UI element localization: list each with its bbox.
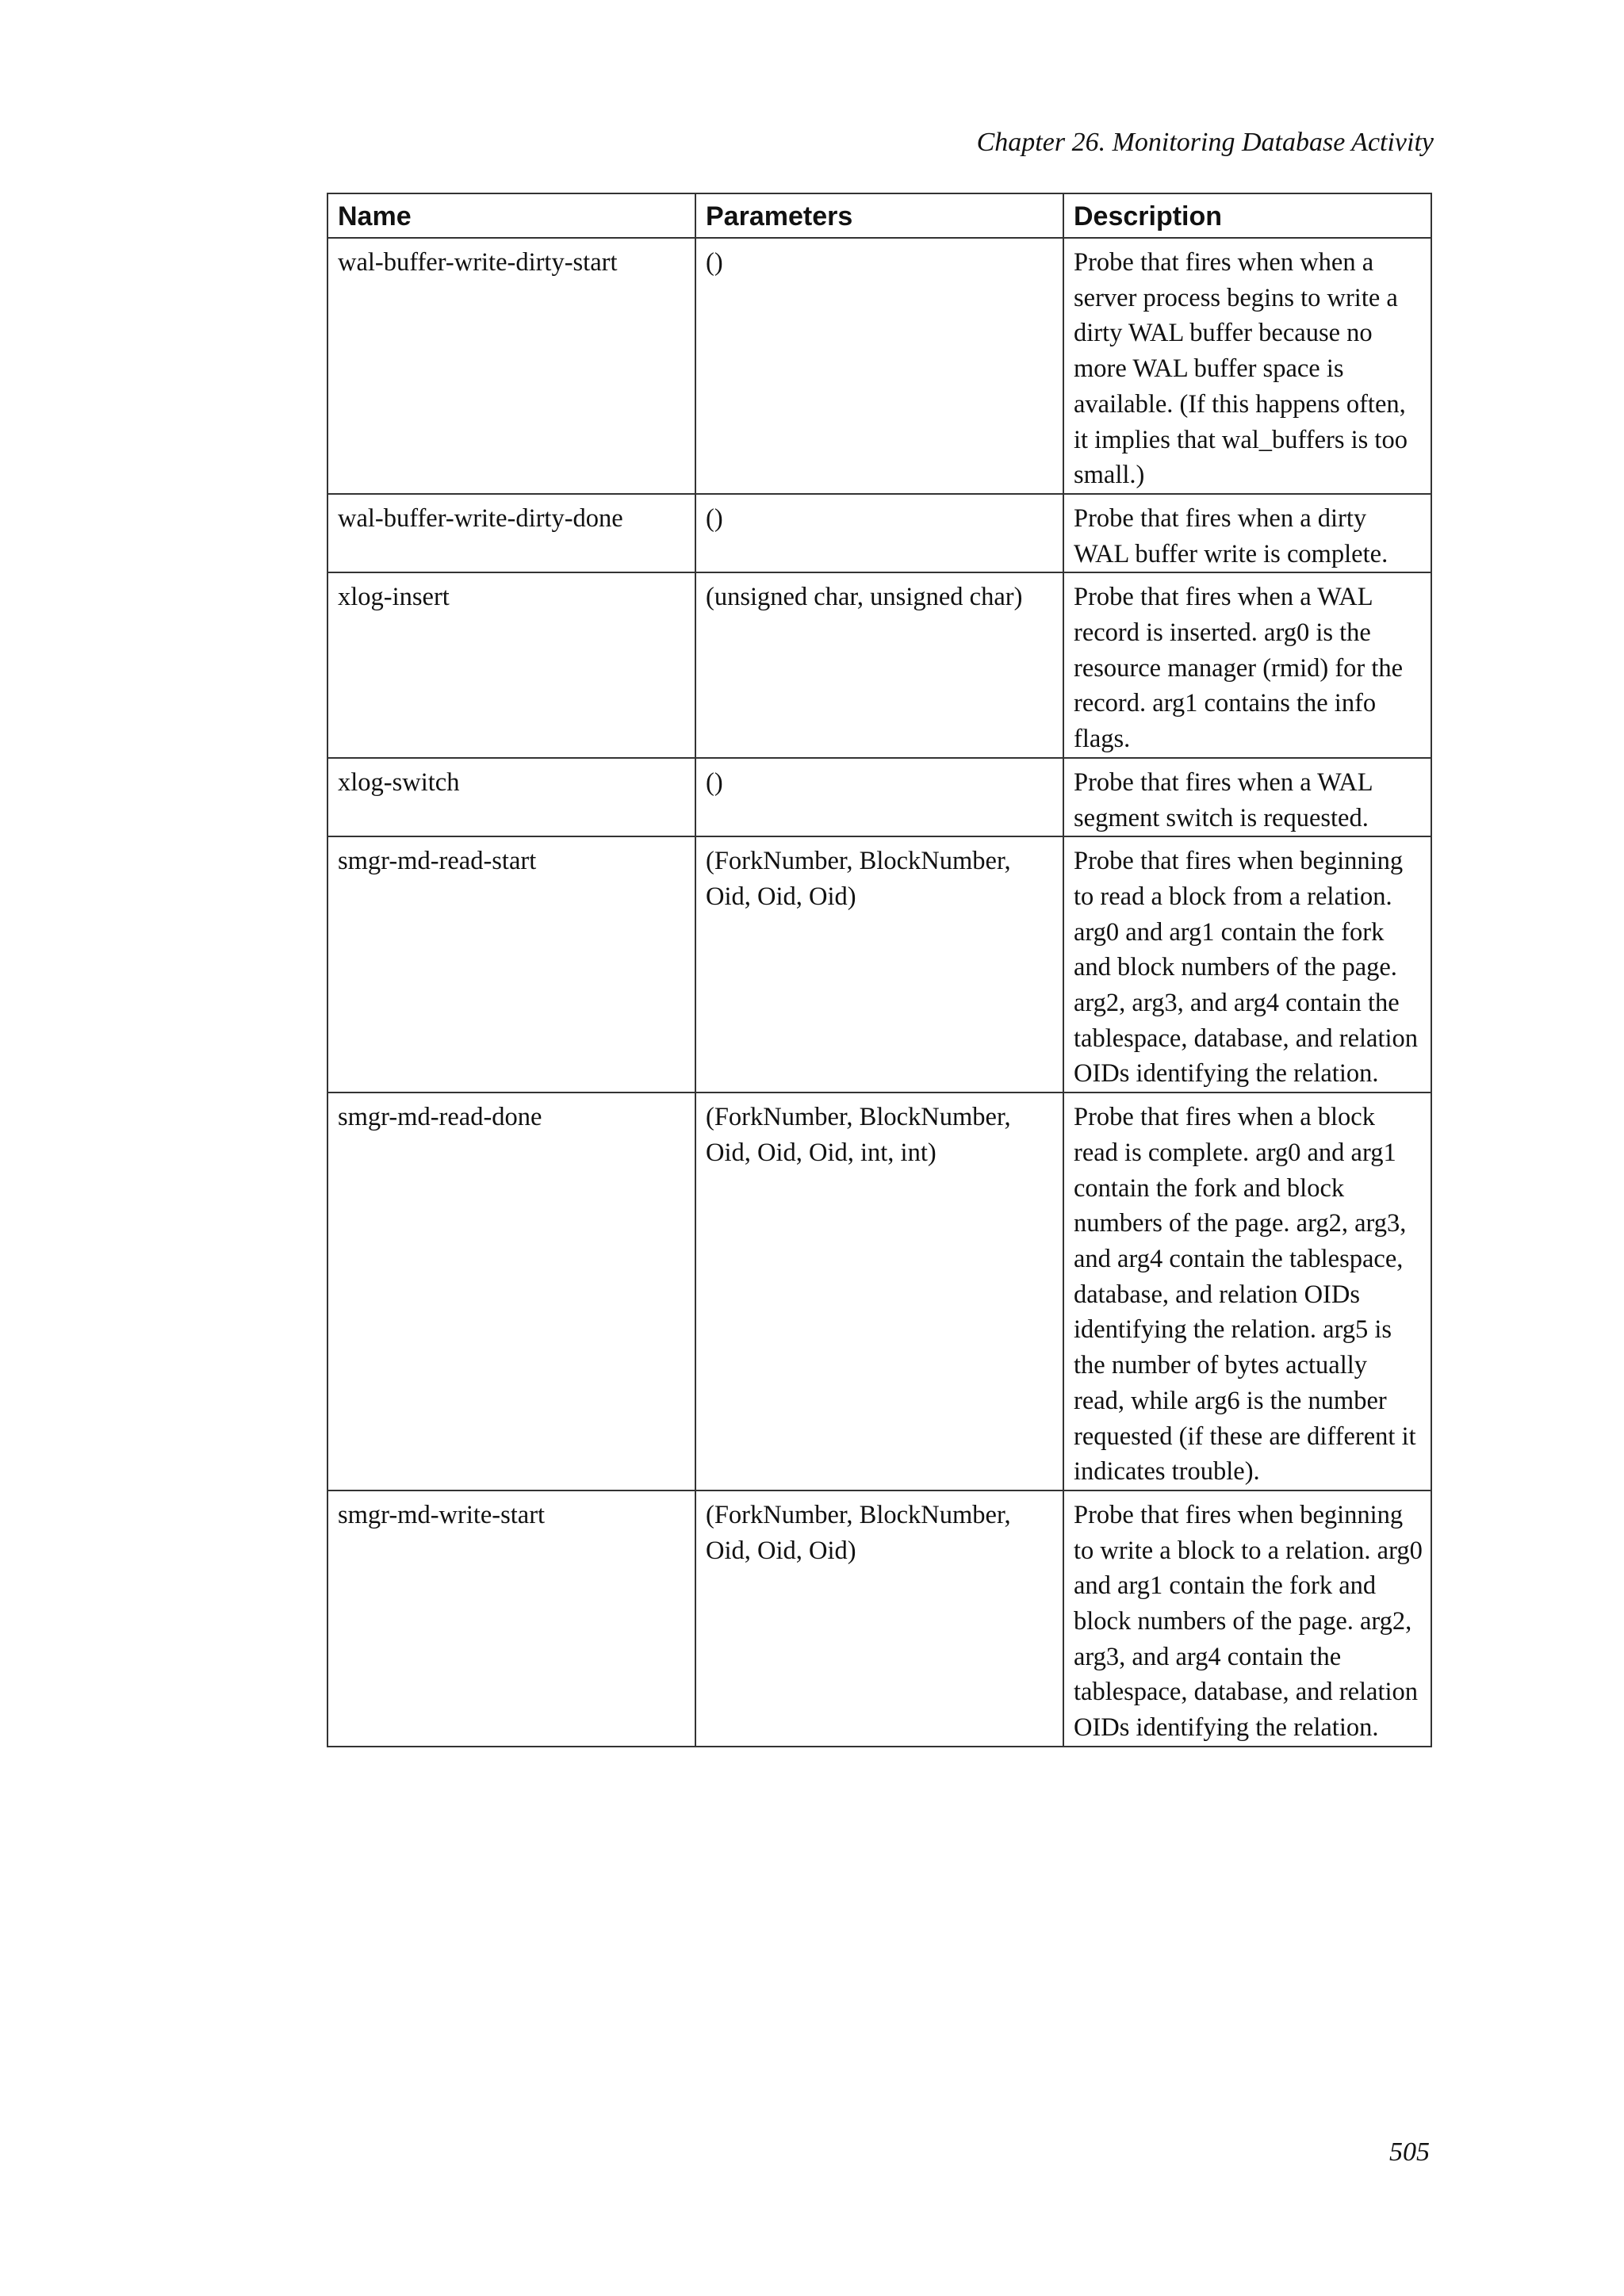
probe-parameters: (ForkNumber, BlockNumber, Oid, Oid, Oid, int, int) [695, 1093, 1063, 1490]
probe-description: Probe that fires when beginning to read a block from a relation. arg0 and arg1 contain the fork and block numbers of the page. arg2, arg3, and arg4 contain the tablespace, database, and relation OIDs identifying the relation. [1063, 836, 1431, 1093]
table-row [327, 758, 1431, 836]
probe-parameters: () [695, 494, 1063, 572]
probe-parameters: () [695, 758, 1063, 836]
probe-name: wal-buffer-write-dirty-start [327, 238, 695, 494]
header-parameters: Parameters [695, 193, 1063, 238]
table-row [327, 1490, 1431, 1747]
probe-description: Probe that fires when a dirty WAL buffer write is complete. [1063, 494, 1431, 572]
probe-description: Probe that fires when a block read is complete. arg0 and arg1 contain the fork and block numbers of the page. arg2, arg3, and arg4 contain the tablespace, database, and relation OIDs identifying the relation. arg5 is the number of bytes actually read, while arg6 is the number requested (if these are different it indicates trouble). [1063, 1093, 1431, 1490]
probe-name: wal-buffer-write-dirty-done [327, 494, 695, 572]
table-row [327, 494, 1431, 572]
table-row [327, 572, 1431, 758]
probe-description: Probe that fires when a WAL segment switch is requested. [1063, 758, 1431, 836]
probe-description: Probe that fires when a WAL record is inserted. arg0 is the resource manager (rmid) for the record. arg1 contains the info flags. [1063, 572, 1431, 758]
probe-name: xlog-insert [327, 572, 695, 758]
probe-name: smgr-md-write-start [327, 1490, 695, 1747]
probe-parameters: (unsigned char, unsigned char) [695, 572, 1063, 758]
probe-name: smgr-md-read-done [327, 1093, 695, 1490]
running-header: Chapter 26. Monitoring Database Activity [976, 128, 1434, 157]
probe-description: Probe that fires when beginning to write a block to a relation. arg0 and arg1 contain the fork and block numbers of the page. arg2, arg3, and arg4 contain the tablespace, database, and relation OIDs identifying the relation. [1063, 1490, 1431, 1747]
probe-table [327, 193, 1432, 1747]
probe-parameters: (ForkNumber, BlockNumber, Oid, Oid, Oid) [695, 1490, 1063, 1747]
table-row [327, 238, 1431, 494]
header-name: Name [327, 193, 695, 238]
table-header-row [327, 193, 1431, 238]
page-number: 505 [1389, 2137, 1430, 2167]
header-description: Description [1063, 193, 1431, 238]
table-row [327, 836, 1431, 1093]
probe-description: Probe that fires when when a server process begins to write a dirty WAL buffer because no more WAL buffer space is available. (If this happens often, it implies that wal_buffers is too small.) [1063, 238, 1431, 494]
probe-name: xlog-switch [327, 758, 695, 836]
probe-name: smgr-md-read-start [327, 836, 695, 1093]
table-row [327, 1093, 1431, 1490]
probe-parameters: () [695, 238, 1063, 494]
probe-parameters: (ForkNumber, BlockNumber, Oid, Oid, Oid) [695, 836, 1063, 1093]
